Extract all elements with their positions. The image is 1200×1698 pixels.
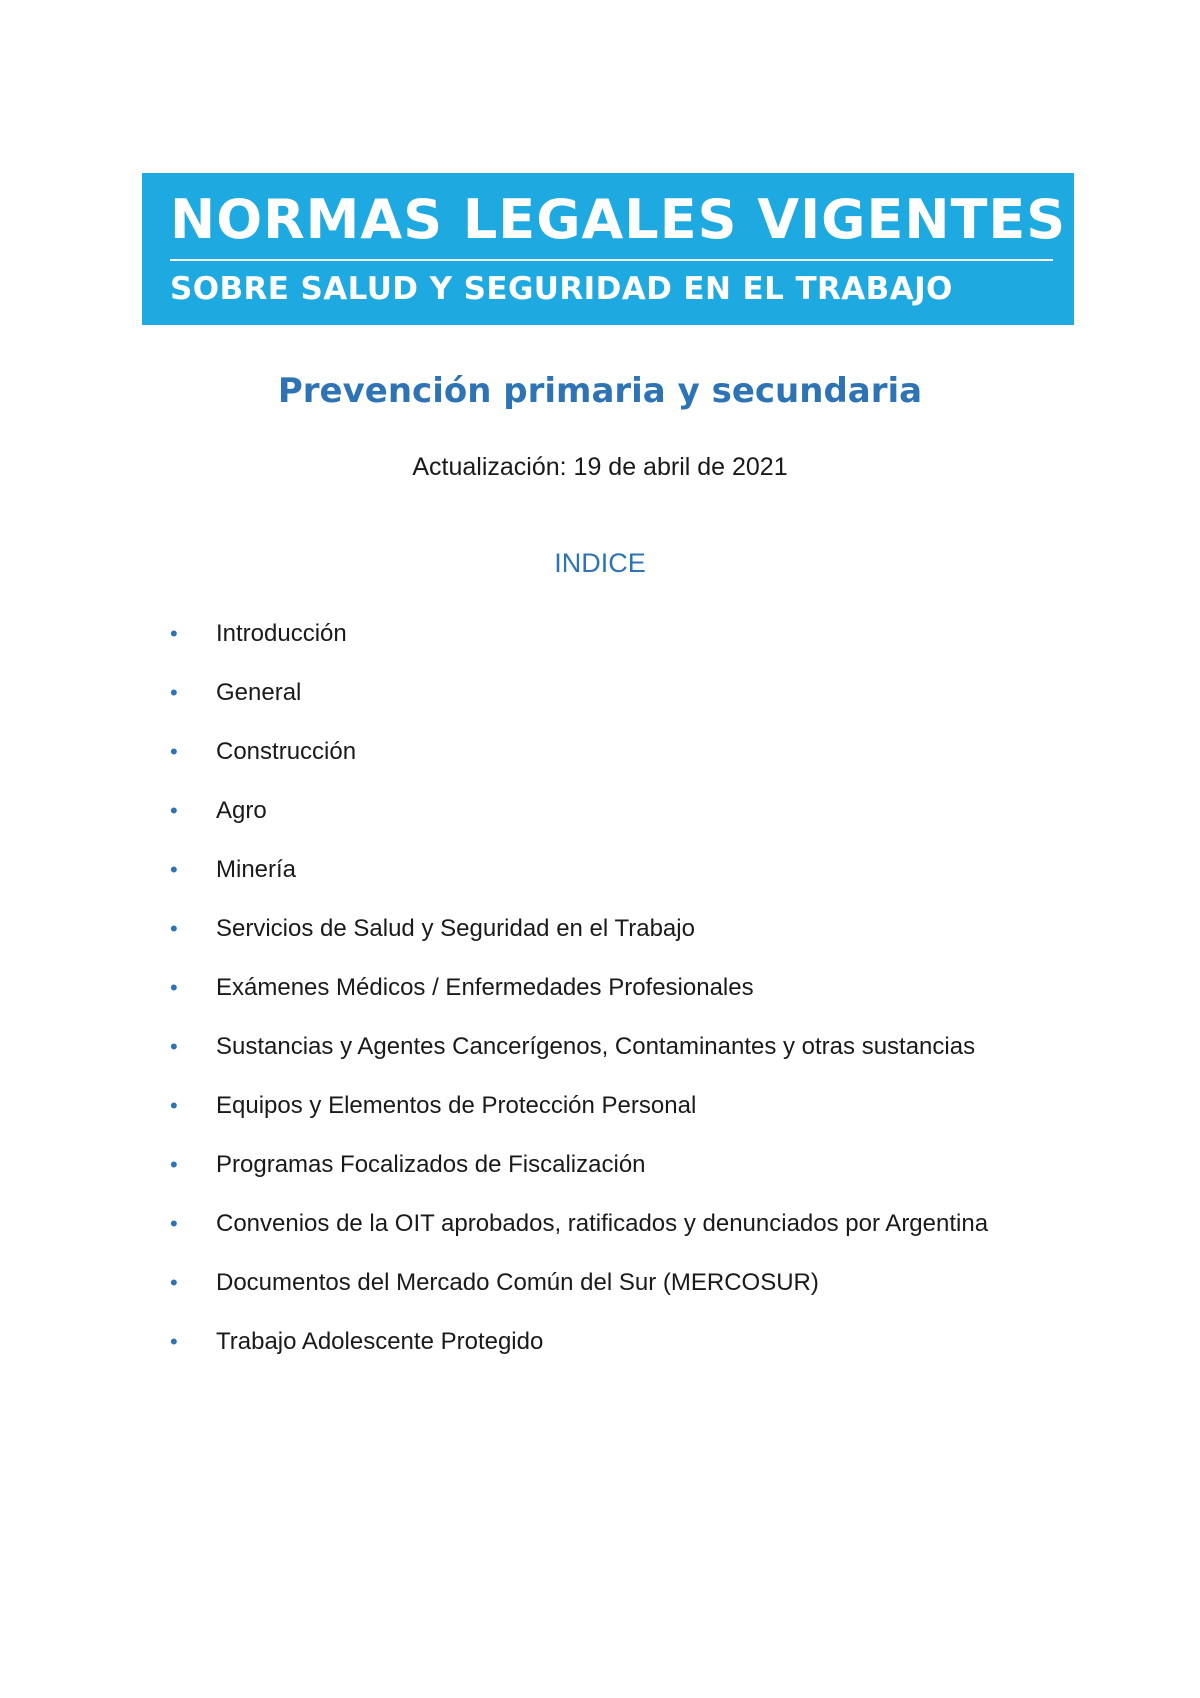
index-item-label[interactable]: Programas Focalizados de Fiscalización <box>216 1151 646 1178</box>
index-item-label[interactable]: General <box>216 679 302 706</box>
index-item-sustancias-agentes[interactable] <box>170 1029 1110 1088</box>
header-banner <box>142 173 1074 325</box>
index-item-label[interactable]: Sustancias y Agentes Cancerígenos, Contaminantes y otras sustancias <box>216 1033 976 1060</box>
bullet-icon: • <box>170 1270 178 1295</box>
index-item-label[interactable]: Exámenes Médicos / Enfermedades Profesionales <box>216 974 754 1001</box>
banner-divider <box>170 259 1053 261</box>
bullet-icon: • <box>170 1034 178 1059</box>
bullet-icon: • <box>170 857 178 882</box>
index-item-label[interactable]: Equipos y Elementos de Protección Personal <box>216 1092 697 1119</box>
index-item-label[interactable]: Documentos del Mercado Común del Sur (MERCOSUR) <box>216 1269 819 1296</box>
index-item-general[interactable] <box>170 675 1110 734</box>
index-item-mineria[interactable] <box>170 852 1110 911</box>
index-item-construccion[interactable] <box>170 734 1110 793</box>
index-item-label[interactable]: Construcción <box>216 738 357 765</box>
index-item-label[interactable]: Introducción <box>216 620 347 647</box>
bullet-icon: • <box>170 975 178 1000</box>
banner-title: NORMAS LEGALES VIGENTES <box>170 188 1067 251</box>
index-item-servicios-salud-seguridad[interactable] <box>170 911 1110 970</box>
index-item-programas-fiscalizacion[interactable] <box>170 1147 1110 1206</box>
bullet-icon: • <box>170 916 178 941</box>
index-item-label[interactable]: Servicios de Salud y Seguridad en el Trabajo <box>216 915 695 942</box>
index-item-label[interactable]: Convenios de la OIT aprobados, ratificados y denunciados por Argentina <box>216 1210 989 1237</box>
bullet-icon: • <box>170 621 178 646</box>
index-item-trabajo-adolescente[interactable] <box>170 1324 1110 1383</box>
index-item-examenes-medicos[interactable] <box>170 970 1110 1029</box>
bullet-icon: • <box>170 798 178 823</box>
bullet-icon: • <box>170 1211 178 1236</box>
index-heading: INDICE <box>554 548 646 578</box>
bullet-icon: • <box>170 1152 178 1177</box>
index-item-documentos-mercosur[interactable] <box>170 1265 1110 1324</box>
index-item-agro[interactable] <box>170 793 1110 852</box>
bullet-icon: • <box>170 680 178 705</box>
index-item-introduccion[interactable] <box>170 616 1110 675</box>
bullet-icon: • <box>170 1093 178 1118</box>
bullet-icon: • <box>170 1329 178 1354</box>
document-title: Prevención primaria y secundaria <box>277 371 923 411</box>
index-item-equipos-proteccion[interactable] <box>170 1088 1110 1147</box>
index-item-label[interactable]: Trabajo Adolescente Protegido <box>216 1328 544 1355</box>
bullet-icon: • <box>170 739 178 764</box>
update-date: Actualización: 19 de abril de 2021 <box>412 453 788 481</box>
index-item-label[interactable]: Minería <box>216 856 297 883</box>
index-item-label[interactable]: Agro <box>216 797 267 824</box>
banner-subtitle: SOBRE SALUD Y SEGURIDAD EN EL TRABAJO <box>170 271 953 307</box>
index-list <box>170 616 1110 1383</box>
index-item-convenios-oit[interactable] <box>170 1206 1110 1265</box>
